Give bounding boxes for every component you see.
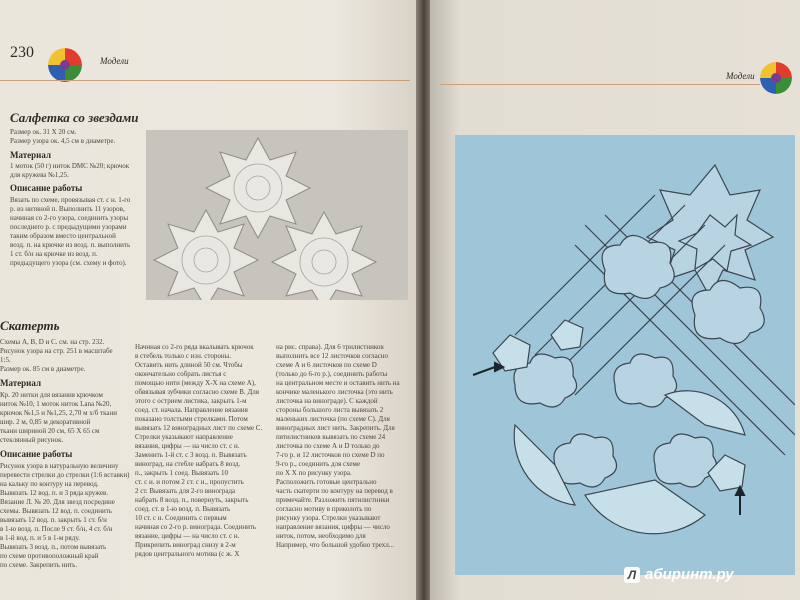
- napkin-work-6: возд. п. на крючке из возд. п. выполнить: [10, 241, 131, 249]
- cloth-col3-6: кончике маленького листочка (это нить: [276, 388, 393, 396]
- cloth-col2-2: в стебель только с изн. стороны.: [135, 352, 232, 360]
- cloth-col2-12: вязания, цифры — на число ст. с н.: [135, 442, 240, 450]
- cloth-col3-23: Например, что большой удобно трехл...: [276, 541, 394, 549]
- running-head-right: Модели: [726, 71, 755, 81]
- cloth-materials-5: ткани шириной 20 см, 65 Х 65 см: [0, 427, 100, 435]
- cloth-col2-1: Начиная со 2-го ряда вкалывать крючок: [135, 343, 254, 351]
- cloth-col2-10: вывязать 12 виноградных лист по схеме С.: [135, 424, 263, 432]
- cloth-col2-16: ст. с н. и потом 2 ст. с н., пропустить: [135, 478, 244, 486]
- napkin-work-8: предыдущего узора (см. схему и фото).: [10, 259, 127, 267]
- cloth-work-8: в 1-ю возд. п. После 9 ст. б/н, 4 ст. б/н: [0, 525, 113, 533]
- cloth-col2-8: соед. ст. начала. Направление вязания: [135, 406, 248, 414]
- cloth-work-7: вывязать 12 вод. п. закрыть 1 ст. б/н: [0, 516, 107, 524]
- cloth-materials-2: ниток №10, 1 моток ниток Lana №20,: [0, 400, 112, 408]
- lace-pattern-diagram: [455, 135, 795, 575]
- napkin-photo: [146, 130, 408, 300]
- cloth-work-6: схемы. Вывязать 12 вод. п. соединить: [0, 507, 112, 515]
- napkin-work-7: 1 ст. б/н на крючке из возд. п.: [10, 250, 98, 258]
- cloth-work-4: Вывязать 12 вод. п. и 3 ряда кружев.: [0, 489, 109, 497]
- cloth-col3-9: маленьких листочка (по схеме С). Для: [276, 415, 390, 423]
- cloth-intro-3: 1:5.: [0, 356, 11, 364]
- cloth-col3-21: направление вязания, цифры — число: [276, 523, 390, 531]
- napkin-work-1: Вязать по схеме, провязывая ст. с н. 1-го: [10, 196, 131, 204]
- running-head-left: Модели: [100, 56, 129, 66]
- napkin-work-4: последнего р. с предыдущими узорами: [10, 223, 127, 231]
- cloth-col2-23: Прикрепить виноград снизу в 2-м: [135, 541, 236, 549]
- cloth-col3-10: виноградных лист нить. Закрепить. Для: [276, 424, 395, 432]
- cloth-work-5: Вязание Л. № 20. Для звезд посредине: [0, 498, 115, 506]
- cloth-col3-18: примечайте. Разложить пятилистники: [276, 496, 390, 504]
- cloth-col3-15: по X X по рисунку узора.: [276, 469, 352, 477]
- header-rule-right: [440, 84, 760, 85]
- cloth-col2-4: окончательно собрать листья с: [135, 370, 227, 378]
- cloth-work-1: Рисунок узора в натуральную величину: [0, 462, 119, 470]
- cloth-col3-4: (только до 6-го р.), соединить работы: [276, 370, 388, 378]
- napkin-size-2: Размер узора ок. 4,5 см в диаметре.: [10, 137, 116, 145]
- page-number: 230: [10, 44, 34, 61]
- cloth-col3-12: листочка по схеме А и D только до: [276, 442, 380, 450]
- cloth-col2-21: начиная со 2-го р. винограда. Соединить: [135, 523, 257, 531]
- cloth-col3-19: согласно мотиву в приколоть по: [276, 505, 372, 513]
- section-title-napkin: Салфетка со звездами: [10, 110, 139, 125]
- napkin-materials-1: 1 моток (50 г) ниток DMC №20; крючок: [10, 162, 130, 170]
- cloth-materials-3: крючок №1,5 и №1,25, 2,70 м х/б ткани: [0, 409, 118, 417]
- cloth-col2-6: обвязывая зубчики согласно схеме B. Для: [135, 388, 259, 396]
- cloth-col2-3: Оставить нить длиной 50 см. Чтобы: [135, 361, 243, 369]
- cloth-col2-19: соед. ст. в 1-ю возд. п. Вывязать: [135, 505, 231, 513]
- cloth-col2-9: показано толстыми стрелками. Потом: [135, 415, 248, 423]
- cloth-col3-3: схеме А и 6 листочков по схеме D: [276, 361, 377, 369]
- cloth-col2-15: п., закрыть 1 соед. Вывязать 10: [135, 469, 228, 477]
- cloth-materials-6: стеклянный рисунок.: [0, 436, 64, 444]
- cloth-col2-14: виноград, на стебле набрать 8 возд.: [135, 460, 241, 468]
- cloth-col3-22: ниток, потом, необходимо для: [276, 532, 366, 540]
- cloth-col3-7: листочка на винограде). С каждой: [276, 397, 378, 405]
- cloth-col3-11: пятилистников вывязать по схеме 24: [276, 433, 386, 441]
- cloth-col3-20: рисунку узора. Стрелки указывают: [276, 514, 381, 522]
- cloth-col3-16: Расположить готовые центрально: [276, 478, 377, 486]
- napkin-work-heading: Описание работы: [10, 183, 83, 193]
- watermark-text: абиринт.ру: [645, 566, 734, 583]
- cloth-col2-11: Стрелки указывают направление: [135, 433, 233, 441]
- napkin-size-1: Размер ок. 31 Х 20 см.: [10, 128, 77, 136]
- napkin-work-5: таким образом вместо центральной: [10, 232, 116, 240]
- cloth-work-3: на кальку по контуру на перевод.: [0, 480, 99, 488]
- napkin-materials-2: для кружева №1,25.: [10, 171, 69, 179]
- section-title-tablecloth: Скатерть: [0, 318, 60, 333]
- color-wheel-logo-right: [760, 62, 792, 94]
- napkin-work-2: р. из нитяной п. Выполнить 11 узоров,: [10, 205, 125, 213]
- cloth-materials-1: Кр. 20 нитки для вязания крючком: [0, 391, 103, 399]
- cloth-col3-13: 7-го р. и 12 листочков по схеме D по: [276, 451, 385, 459]
- cloth-work-2: перевести стрелки до стрелки (1:6 вставки): [0, 471, 130, 479]
- watermark: [624, 566, 734, 583]
- cloth-intro-4: Размер ок. 85 см в диаметре.: [0, 365, 86, 373]
- cloth-col2-24: рядов центрального мотива (с ж. X: [135, 550, 240, 558]
- cloth-work-11: по схеме противоположный край: [0, 552, 99, 560]
- cloth-work-heading: Описание работы: [0, 449, 73, 459]
- color-wheel-logo: [48, 48, 82, 82]
- cloth-col2-5: помощью нити (между X-X на схеме А),: [135, 379, 256, 387]
- cloth-col3-17: часть скатерти по контуру на перевод в: [276, 487, 393, 495]
- watermark-logo-icon: Л: [624, 567, 640, 583]
- cloth-col2-7: этого с острием листика, закрыть 1-м: [135, 397, 247, 405]
- napkin-work-3: начиная со 2-го узора, соединить узоры: [10, 214, 129, 222]
- cloth-col3-2: выполнить все 12 листочков согласно: [276, 352, 389, 360]
- cloth-intro-1: Схемы А, В, D и С. см. на стр. 232.: [0, 338, 105, 346]
- cloth-col2-17: 2 ст. Вывязать для 2-го винограда: [135, 487, 236, 495]
- cloth-col3-5: на центральном месте и оставить нить на: [276, 379, 400, 387]
- cloth-col2-22: вязание, цифры — на число ст. с н.: [135, 532, 240, 540]
- header-rule-left: [0, 80, 410, 81]
- cloth-work-12: по схеме. Закрепить нить.: [0, 561, 78, 569]
- napkin-materials-heading: Материал: [10, 150, 51, 160]
- cloth-intro-2: Рисунок узора на стр. 251 в масштабе: [0, 347, 113, 355]
- cloth-work-10: Вывязать 3 возд. п., потом вывязать: [0, 543, 107, 551]
- cloth-col2-20: 10 ст. с н. Соединить с первым: [135, 514, 227, 522]
- cloth-materials-heading: Материал: [0, 378, 41, 388]
- cloth-work-9: в 1-й вод. п. и 5 в 1-м ряду.: [0, 534, 80, 542]
- cloth-col3-1: на рис. справа). Для 6 трилистников: [276, 343, 384, 351]
- cloth-col2-18: набрать 8 возд. п., повернуть, закрыть: [135, 496, 249, 504]
- cloth-materials-4: шир. 2 м, 0,85 м декоративной: [0, 418, 91, 426]
- cloth-col2-13: Заменить 1-й ст. с 3 возд. п. Вывязать: [135, 451, 247, 459]
- cloth-col3-8: стороны большого листа вывязать 2: [276, 406, 384, 414]
- cloth-col3-14: 9-го р., соединить для схеме: [276, 460, 361, 468]
